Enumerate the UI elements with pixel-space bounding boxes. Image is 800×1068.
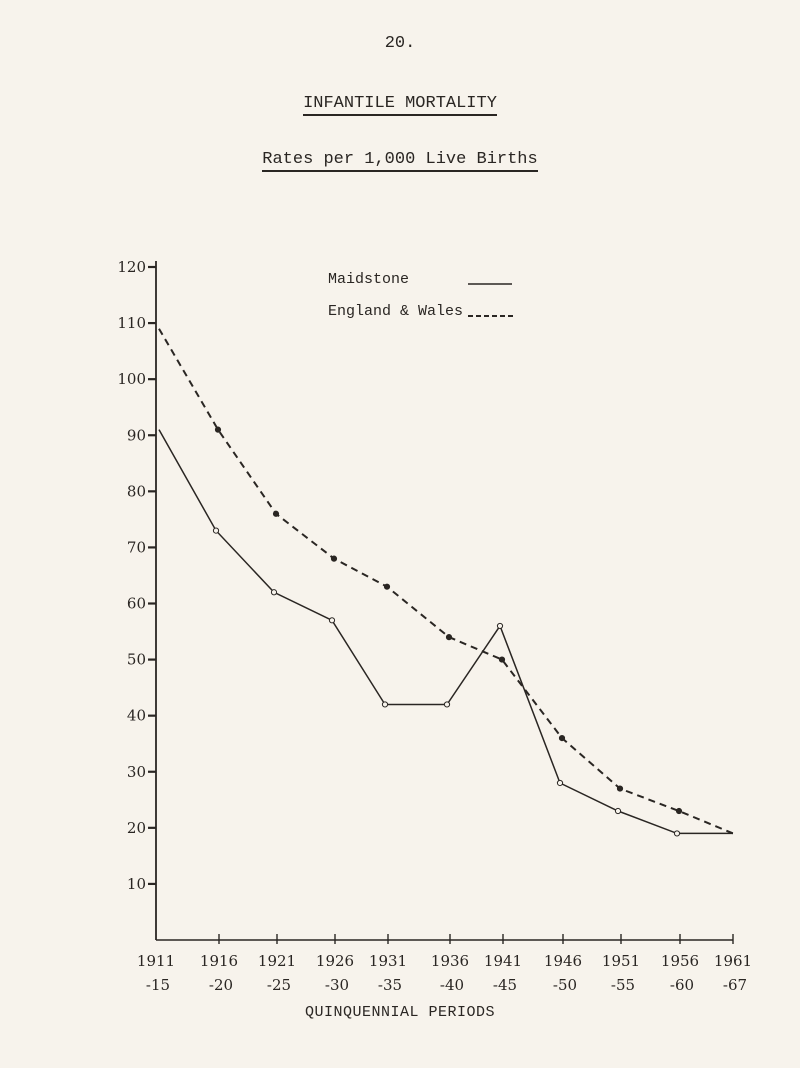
x-tick-label-year: 1941 [483,952,523,970]
x-tick-label-range: -30 [324,976,350,994]
y-tick-label: 100 [117,370,146,389]
data-point-marker [384,584,389,589]
x-tick-label-year: 1961 [713,952,753,970]
x-tick-label-range: -20 [208,976,234,994]
x-tick-label-year: 1911 [136,952,176,970]
y-tick-label: 60 [126,594,146,613]
y-tick-label: 10 [126,874,146,893]
chart-title: INFANTILE MORTALITY [0,94,800,113]
x-tick-label-year: 1931 [368,952,408,970]
x-tick-label-range: -25 [266,976,292,994]
x-tick-label-range: -55 [610,976,636,994]
x-tick-label-range: -35 [377,976,403,994]
legend-label-maidstone: Maidstone [328,271,410,288]
series-line-england-wales [159,329,733,834]
data-point-marker [331,556,336,561]
y-tick-label: 20 [126,818,146,837]
legend-label-england-wales: England & Wales [328,303,464,320]
data-point-marker [497,623,502,628]
y-tick-label: 110 [117,314,146,333]
data-point-marker [617,786,622,791]
data-point-marker [676,808,681,813]
y-tick-label: 80 [126,482,146,501]
legend [328,271,514,320]
data-point-marker [444,702,449,707]
page-number: 20. [384,34,416,53]
y-tick-label: 90 [126,426,146,445]
data-point-marker [213,528,218,533]
series-line-maidstone [159,430,733,834]
x-tick-label-year: 1936 [430,952,470,970]
x-tick-label-range: -15 [145,976,171,994]
x-tick-label-year: 1951 [601,952,641,970]
data-point-marker [329,618,334,623]
data-point-marker [382,702,387,707]
y-tick-label: 40 [126,706,146,725]
data-point-marker [215,427,220,432]
x-axis [137,934,752,994]
data-point-marker [271,590,276,595]
x-tick-label-range: -60 [669,976,695,994]
data-point-marker [446,635,451,640]
x-axis-label: QUINQUENNIAL PERIODS [304,1004,496,1021]
x-tick-label-range: -40 [439,976,465,994]
x-tick-label-year: 1921 [257,952,297,970]
data-point-marker [559,736,564,741]
x-tick-label-year: 1916 [199,952,239,970]
data-point-marker [615,808,620,813]
x-tick-label-range: -45 [492,976,518,994]
x-tick-label-range: -67 [722,976,748,994]
y-tick-label: 70 [126,538,146,557]
chart-subtitle: Rates per 1,000 Live Births [0,150,800,169]
data-point-marker [499,657,504,662]
y-tick-label: 30 [126,762,146,781]
y-axis [117,258,156,940]
data-point-marker [674,831,679,836]
data-point-marker [557,780,562,785]
x-tick-label-year: 1946 [543,952,583,970]
y-tick-label: 50 [126,650,146,669]
x-tick-label-year: 1926 [315,952,355,970]
x-tick-label-year: 1956 [660,952,700,970]
data-point-marker [273,511,278,516]
y-tick-label: 120 [117,258,146,276]
series-lines [159,329,733,836]
x-tick-label-range: -50 [552,976,578,994]
